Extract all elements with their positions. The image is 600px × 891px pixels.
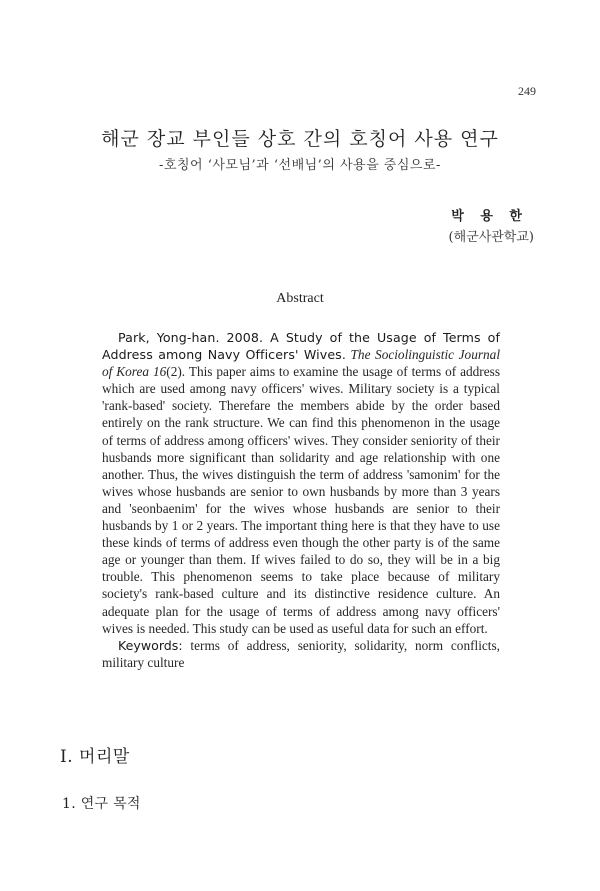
author-affiliation: (해군사관학교) — [448, 230, 534, 245]
paper-subtitle: -호칭어 ‘사모님’과 ‘선배님’의 사용을 중심으로- — [159, 158, 441, 173]
paper-title: 해군 장교 부인들 상호 간의 호칭어 사용 연구 — [101, 128, 499, 150]
subsection-heading: 1. 연구 목적 — [62, 796, 141, 812]
abstract-paragraph — [102, 329, 500, 637]
abstract-body — [102, 329, 500, 671]
keywords-label: Keywords: — [118, 637, 183, 653]
abstract-heading: Abstract — [276, 291, 324, 306]
abstract-citation: Park, Yong-han. 2008. A Study of the Usage of Terms of Address among Navy Officers' Wives. — [102, 330, 500, 363]
abstract-text: This paper aims to examine the usage of terms of address which are used among navy officers' wives. Military society is a typical 'rank-based' society. Therefare the members abide by the order based entirely on the rank structure. We can find this phenomenon in the usage of terms of address among officers' wives. They consider seniority of their husbands more significant than solidarity and age relationship with one another. Thus, the wives distinguish the term of address 'samonim' for the wives whose husbands are senior to own husbands by more than 3 years and 'seonbaenim' for the wives whose husbands are senior to their husbands by 1 or 2 years. The important thing here is that they have to use these kinds of terms of address even though the other party is of the same age or younger than them. If wives failed to do so, they will be in a big trouble. This phenomenon seems to take place because of military society's rank-based culture and its distinctive residence culture. An adequate plan for the usage of terms of address among navy officers' wives is needed. This study can be used as useful data for such an effort. — [102, 364, 500, 636]
author-name: 박 용 한 — [451, 209, 528, 224]
page-number: 249 — [518, 84, 536, 98]
journal-name: The Sociolinguistic Journal of Korea 16 — [102, 347, 501, 380]
journal-issue: (2). — [166, 364, 186, 380]
keywords-line — [102, 637, 500, 671]
keywords-text: terms of address, seniority, solidarity, norm conflicts, military culture — [102, 637, 501, 670]
section-heading: Ⅰ. 머리말 — [60, 747, 130, 767]
